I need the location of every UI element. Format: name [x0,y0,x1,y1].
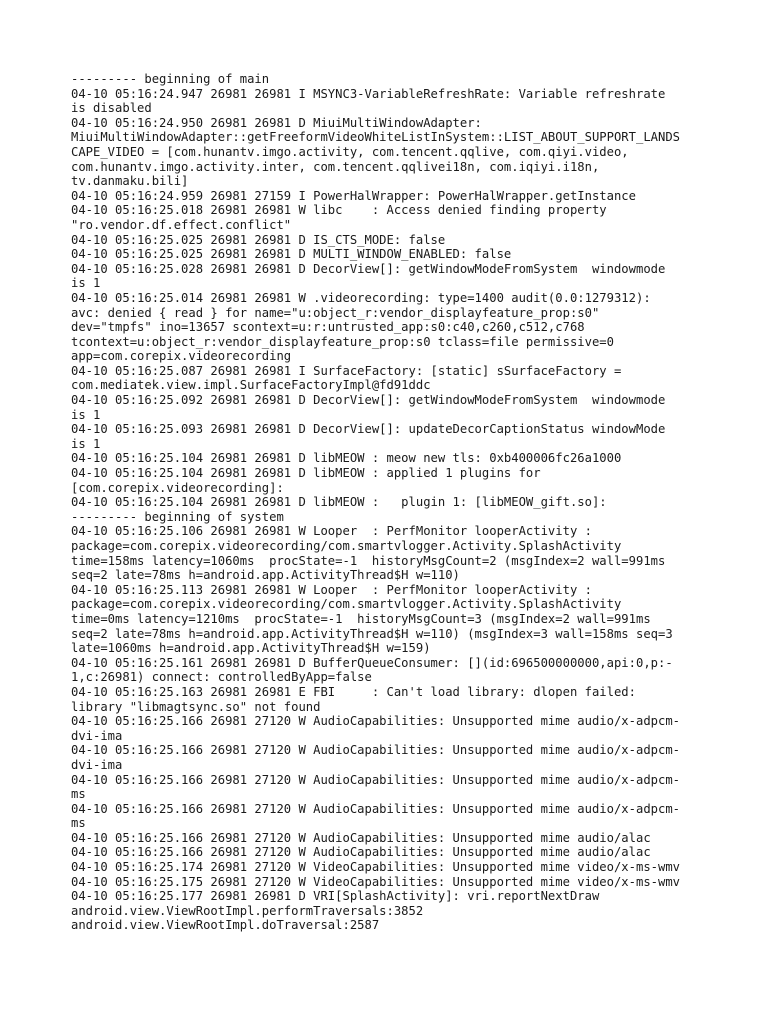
log-line: dvi-ima [71,757,123,772]
log-line: package=com.corepix.videorecording/com.smartvlogger.Activity.SplashActivity [71,597,622,612]
log-line: 04-10 05:16:24.947 26981 26981 I MSYNC3-VariableRefreshRate: Variable refreshrate [71,86,666,101]
log-line: 04-10 05:16:25.093 26981 26981 D DecorView[]: updateDecorCaptionStatus windowMode [71,422,666,437]
log-line: 04-10 05:16:25.161 26981 26981 D BufferQueueConsumer: [](id:696500000000,api:0,p:- [71,655,673,670]
log-line: seq=2 late=78ms h=android.app.ActivityThread$H w=110) (msgIndex=3 wall=158ms seq=3 [71,626,673,641]
log-line: library "libmagtsync.so" not found [71,699,321,714]
log-line: 04-10 05:16:25.166 26981 27120 W AudioCapabilities: Unsupported mime audio/alac [71,845,651,860]
log-line: 04-10 05:16:25.106 26981 26981 W Looper : PerfMonitor looperActivity : [71,524,592,539]
log-line: 04-10 05:16:25.177 26981 26981 D VRI[SplashActivity]: vri.reportNextDraw [71,889,600,904]
log-line: late=1060ms h=android.app.ActivityThread$H w=159) [71,641,431,656]
log-line: is disabled [71,101,152,116]
log-line: tcontext=u:object_r:vendor_displayfeature_prop:s0 tclass=file permissive=0 [71,334,614,349]
log-line: 04-10 05:16:25.028 26981 26981 D DecorView[]: getWindowModeFromSystem windowmode [71,261,666,276]
log-line: 04-10 05:16:25.104 26981 26981 D libMEOW : meow new tls: 0xb400006fc26a1000 [71,451,622,466]
log-line: 04-10 05:16:25.014 26981 26981 W .videorecording: type=1400 audit(0.0:1279312): [71,290,651,305]
log-line: dev="tmpfs" ino=13657 scontext=u:r:untrusted_app:s0:c40,c260,c512,c768 [71,320,585,335]
log-line: --------- beginning of main [71,72,270,86]
log-line: 04-10 05:16:25.025 26981 26981 D MULTI_WINDOW_ENABLED: false [71,247,512,262]
log-line: 04-10 05:16:24.959 26981 27159 I PowerHalWrapper: PowerHalWrapper.getInstance [71,188,636,203]
log-line: 04-10 05:16:25.174 26981 27120 W VideoCapabilities: Unsupported mime video/x-ms-wmv [71,860,681,875]
log-line: app=com.corepix.videorecording [71,349,292,364]
log-line: time=158ms latency=1060ms procState=-1 historyMsgCount=2 (msgIndex=2 wall=991ms [71,553,666,568]
log-document [71,72,711,933]
log-line: 04-10 05:16:25.166 26981 27120 W AudioCapabilities: Unsupported mime audio/x-adpcm- [71,772,681,787]
log-line: [com.corepix.videorecording]: [71,480,284,495]
log-line: 04-10 05:16:25.104 26981 26981 D libMEOW : applied 1 plugins for [71,466,541,481]
log-line: 04-10 05:16:25.104 26981 26981 D libMEOW : plugin 1: [libMEOW_gift.so]: [71,495,607,510]
log-line: 04-10 05:16:25.092 26981 26981 D DecorView[]: getWindowModeFromSystem windowmode [71,393,666,408]
log-line: android.view.ViewRootImpl.performTraversals:3852 [71,903,424,918]
log-line: ms [71,816,86,831]
log-line: seq=2 late=78ms h=android.app.ActivityThread$H w=110) [71,568,460,583]
log-line: 04-10 05:16:25.166 26981 27120 W AudioCapabilities: Unsupported mime audio/alac [71,830,651,845]
log-line: CAPE_VIDEO = [com.hunantv.imgo.activity, com.tencent.qqlive, com.qiyi.video, [71,144,629,159]
log-line: 04-10 05:16:25.163 26981 26981 E FBI : Can't load library: dlopen failed: [71,684,636,699]
log-line: 04-10 05:16:25.166 26981 27120 W AudioCapabilities: Unsupported mime audio/x-adpcm- [71,714,681,729]
log-line: 04-10 05:16:25.166 26981 27120 W AudioCapabilities: Unsupported mime audio/x-adpcm- [71,801,681,816]
log-line: "ro.vendor.df.effect.conflict" [71,217,292,232]
log-line: tv.danmaku.bili] [71,174,189,189]
log-line: avc: denied { read } for name="u:object_r:vendor_displayfeature_prop:s0" [71,305,600,320]
log-line: 04-10 05:16:25.175 26981 27120 W VideoCapabilities: Unsupported mime video/x-ms-wmv [71,874,681,889]
log-line: 04-10 05:16:25.018 26981 26981 W libc : Access denied finding property [71,203,607,218]
log-line: ms [71,787,86,802]
log-line: package=com.corepix.videorecording/com.smartvlogger.Activity.SplashActivity [71,539,622,553]
log-line: 1,c:26981) connect: controlledByApp=false [71,670,372,685]
log-line: is 1 [71,407,101,422]
log-line: MiuiMultiWindowAdapter::getFreeformVideoWhiteListInSystem::LIST_ABOUT_SUPPORT_LANDS [71,130,681,145]
log-line: com.hunantv.imgo.activity.inter, com.tencent.qqlivei18n, com.iqiyi.i18n, [71,159,600,174]
log-line: is 1 [71,276,101,291]
log-line: --------- beginning of system [71,509,284,524]
log-line: android.view.ViewRootImpl.doTraversal:2587 [71,918,380,933]
log-line: is 1 [71,436,101,451]
log-line: com.mediatek.view.impl.SurfaceFactoryImpl@fd91ddc [71,378,431,393]
log-line: 04-10 05:16:25.025 26981 26981 D IS_CTS_MODE: false [71,232,446,247]
log-line: 04-10 05:16:25.113 26981 26981 W Looper : PerfMonitor looperActivity : [71,582,592,597]
log-line: time=0ms latency=1210ms procState=-1 historyMsgCount=3 (msgIndex=2 wall=991ms [71,611,651,626]
log-line: 04-10 05:16:25.166 26981 27120 W AudioCapabilities: Unsupported mime audio/x-adpcm- [71,743,681,758]
log-line: 04-10 05:16:24.950 26981 26981 D MiuiMultiWindowAdapter: [71,115,482,130]
log-line: dvi-ima [71,728,123,743]
log-line: 04-10 05:16:25.087 26981 26981 I SurfaceFactory: [static] sSurfaceFactory = [71,363,622,378]
